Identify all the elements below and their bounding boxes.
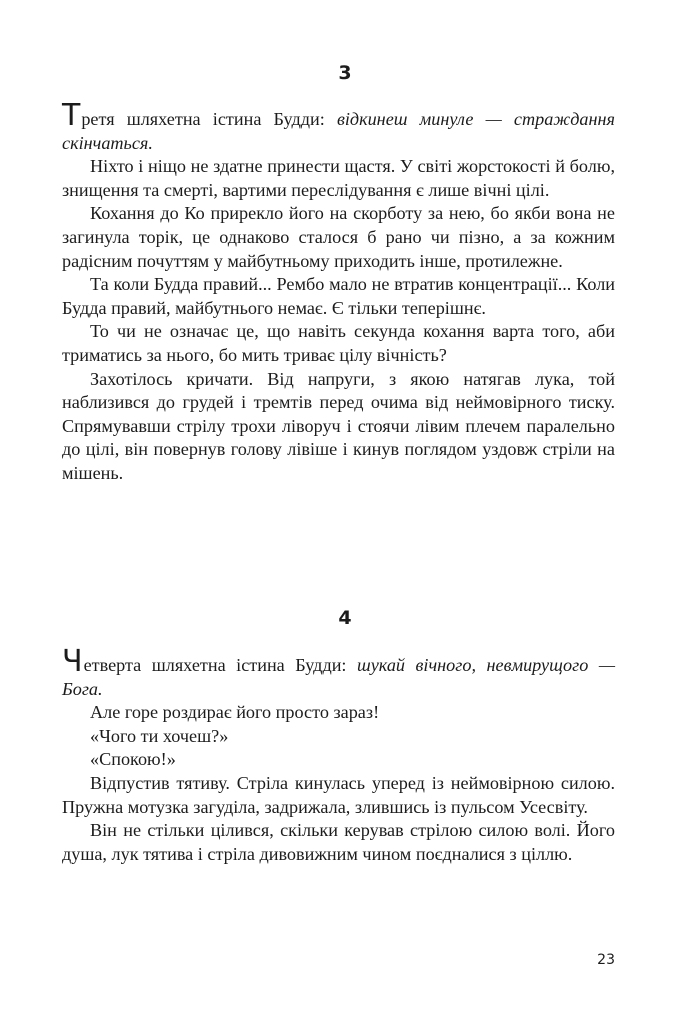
dropcap: Ч xyxy=(62,644,83,679)
lead-italic: відкинеш минуле — страждання скінчаться. xyxy=(62,109,616,153)
lead-text: ретя шляхетна істина Будди: xyxy=(81,109,337,129)
chapter-3-text xyxy=(62,98,616,486)
paragraph: Ніхто і ніщо не здатне принести щастя. У світі жорстокості й болю, знищення та смерті, вартими переслідування є лише вічні цілі. xyxy=(62,156,615,200)
paragraph: Кохання до Ко прирекло його на скорботу за нею, бо якби вона не загинула торік, це однаково сталося б рано чи пізно, а за кожним радісним почуттям у майбутньому приходить інше, протилежне. xyxy=(62,203,615,271)
lead-italic: шукай вічного, невмирущого — Бога. xyxy=(62,655,616,699)
chapter-4-lead-paragraph xyxy=(62,644,616,701)
chapter-3-heading: 3 xyxy=(338,62,352,84)
paragraph: «Спокою!» xyxy=(90,749,176,770)
lead-text: етверта шляхетна істина Будди: xyxy=(83,655,357,675)
dropcap: Т xyxy=(62,98,81,133)
chapter-3-lead-paragraph xyxy=(62,98,616,155)
paragraph: Він не стільки цілився, скільки керував стрілою силою волі. Його душа, лук тятива і стріла дивовижним чином поєдналися з ціллю. xyxy=(62,820,615,864)
paragraph: «Чого ти хочеш?» xyxy=(90,725,229,746)
paragraph: То чи не означає це, що навіть секунда кохання варта того, аби триматись за нього, бо мить триває цілу вічність? xyxy=(62,321,615,365)
paragraph: Але горе роздирає його просто зараз! xyxy=(90,702,380,723)
paragraph: Та коли Будда правий... Рембо мало не втратив концентрації... Коли Будда правий, майбутнього немає. Є тільки теперішнє. xyxy=(62,274,615,318)
page-number: 23 xyxy=(597,952,615,968)
paragraph: Захотілось кричати. Від напруги, з якою натягав лука, той наблизився до грудей і тремтів перед очима від неймовірного тиску. Спрямувавши стрілу трохи ліворуч і стоячи лівим плечем паралельно до цілі, він повернув голову лівіше і кинув поглядом уздовж стріли на мішень. xyxy=(62,368,615,483)
chapter-4-text xyxy=(62,644,616,866)
chapter-4-heading: 4 xyxy=(338,607,352,629)
paragraph: Відпустив тятиву. Стріла кинулась уперед із неймовірною силою. Пружна мотузка загуділа, задрижала, злившись із пульсом Усесвіту. xyxy=(62,772,615,817)
